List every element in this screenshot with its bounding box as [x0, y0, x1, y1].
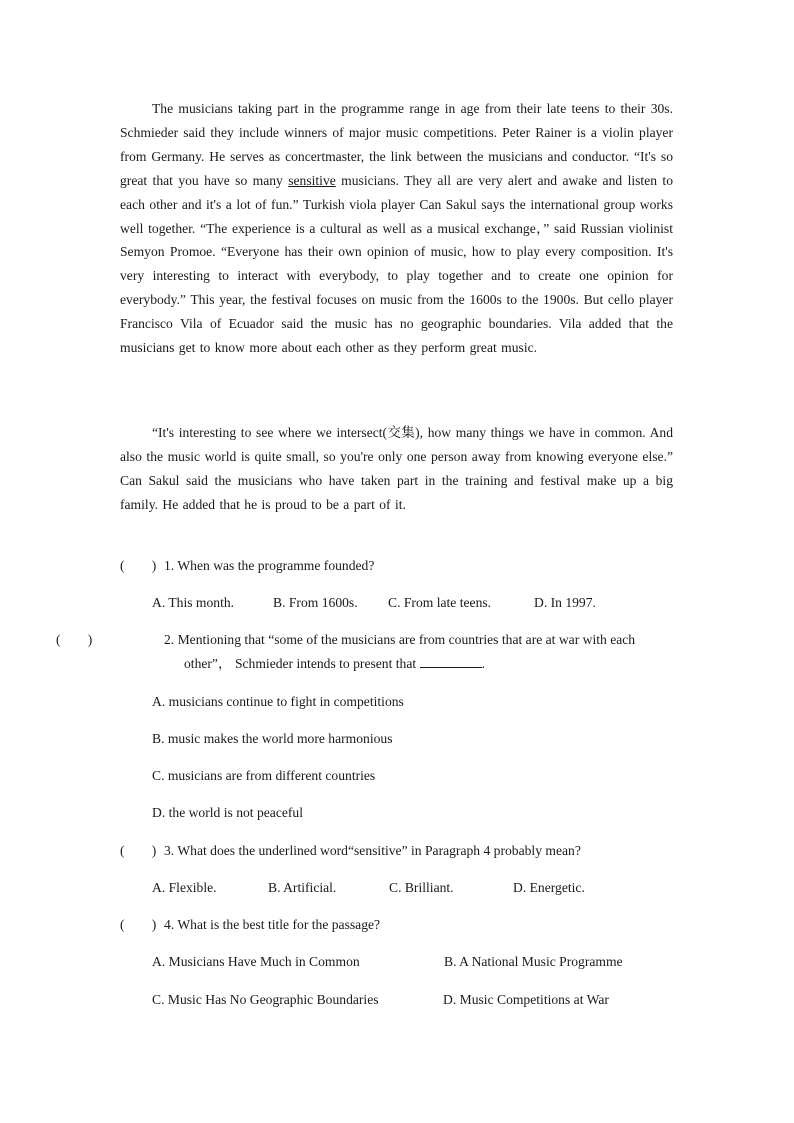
question-stem-end: . [481, 656, 485, 671]
question-4 [120, 913, 673, 937]
option-a: A. musicians continue to fight in competitions [152, 694, 404, 709]
option-d: D. Energetic. [513, 880, 585, 895]
passage-paragraph-1 [120, 97, 673, 360]
option-b: B. music makes the world more harmonious [152, 731, 393, 746]
answer-blank[interactable]: ( ) [56, 632, 93, 647]
passage-text: The musicians taking part in the programme range in age from their late teens to their 30s. Schmieder said they include winners of major music competitions. Peter Rainer is a violin player from Germany. He serves as concertmaster, the link between the musicians and conductor. “It's so great that you have so many [120, 101, 673, 188]
option-d: D. the world is not peaceful [152, 805, 303, 820]
option-b: B. From 1600s. [273, 595, 358, 610]
question-1 [120, 554, 673, 578]
passage-text: musicians. They all are very alert and awake and listen to each other and it's a lot of fun.” Turkish viola player Can Sakul says the international group works well together. “The experience is a cultural as well as a musical exchange，” said Russian violinist Semyon Promoe. “Everyone has their own opinion of music, how to play every composition. It's very interesting to interact with everybody, to play together and to create one opinion for everybody.” This year, the festival focuses on music from the 1600s to the 1900s. But cello player Francisco Vila of Ecuador said the music has no geographic boundaries. Vila added that the musicians get to know more about each other as they perform great music. [120, 172, 673, 356]
option-a: A. This month. [152, 595, 235, 610]
option-b: B. A National Music Programme [444, 954, 623, 969]
option-c: C. musicians are from different countries [152, 768, 376, 783]
underlined-word: sensitive [288, 172, 336, 188]
option-c: C. From late teens. [388, 595, 492, 610]
question-3 [120, 839, 673, 863]
question-stem: 4. What is the best title for the passage? [164, 917, 381, 932]
option-c: C. Brilliant. [389, 880, 454, 895]
question-stem: 1. When was the programme founded? [164, 558, 375, 573]
question-2 [56, 628, 673, 676]
fill-blank [420, 654, 482, 668]
answer-blank[interactable]: ( ) [120, 917, 157, 932]
question-stem: 3. What does the underlined word“sensitive” in Paragraph 4 probably mean? [164, 843, 581, 858]
option-d: D. Music Competitions at War [443, 992, 609, 1007]
answer-blank[interactable]: ( ) [120, 558, 157, 573]
answer-blank[interactable]: ( ) [120, 843, 157, 858]
question-stem: 2. Mentioning that “some of the musicians are from countries that are at war with each other”， Schmieder intends to present that [164, 632, 636, 671]
option-a: A. Flexible. [152, 880, 217, 895]
passage-paragraph-2: “It's interesting to see where we intersect(交集), how many things we have in common. And also the music world is quite small, so you're only one person away from knowing everyone else.” Can Sakul said the musicians who have taken part in the training and festival make up a big family. He added that he is proud to be a part of it. [120, 425, 673, 512]
option-c: C. Music Has No Geographic Boundaries [152, 992, 379, 1007]
option-a: A. Musicians Have Much in Common [152, 954, 360, 969]
option-d: D. In 1997. [534, 595, 596, 610]
option-b: B. Artificial. [268, 880, 337, 895]
